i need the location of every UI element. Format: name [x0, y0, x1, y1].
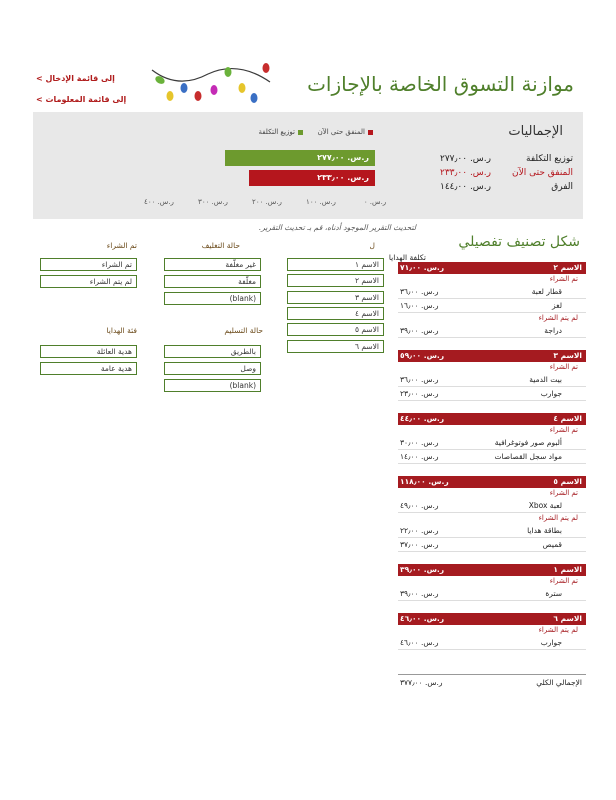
christmas-lights-icon [148, 60, 274, 108]
purchase-status-row [398, 625, 586, 636]
group-total: ر.س. ٧١٫٠٠ [400, 263, 445, 272]
table-row [398, 450, 586, 464]
group-total: ر.س. ٥٩٫٠٠ [400, 351, 445, 360]
gift-name: جوارب [540, 389, 562, 398]
purchase-status-row [398, 425, 586, 436]
slicer-button-purchase[interactable]: لم يتم الشراء [40, 275, 137, 288]
grand-total-label: الإجمالي الكلي [536, 678, 582, 687]
purchase-status-label: لم يتم الشراء [538, 314, 578, 322]
purchase-status-label: تم الشراء [549, 426, 578, 434]
slicer-button-delivery[interactable]: بالطريق [164, 345, 261, 358]
slicer-title-purchase: تم الشراء [106, 241, 137, 250]
group-name: الاسم ٣ [553, 351, 582, 360]
table-row [398, 285, 586, 299]
table-row [398, 538, 586, 552]
table-row [398, 436, 586, 450]
difference-value: ر.س. ١٤٤٫٠٠ [439, 182, 491, 192]
group-spacer [398, 338, 586, 350]
slicer-button-category[interactable]: هدية العائلة [40, 345, 137, 358]
slicer-button-names[interactable]: الاسم ١ [287, 258, 384, 271]
slicer-button-delivery[interactable]: (blank) [164, 379, 261, 392]
group-spacer [398, 650, 586, 662]
gift-cost: ر.س. ٤٩٫٠٠ [400, 501, 439, 510]
light-bulb-icon [167, 91, 174, 101]
legend-green-swatch [298, 130, 303, 135]
gift-name: سترة [545, 589, 562, 598]
slicer-title-delivery: حالة التسليم [224, 326, 263, 335]
chart-tick-label: ر.س. ١٠٠ [306, 198, 336, 206]
gift-cost-column-header: تكلفة الهدايا [388, 253, 426, 262]
gift-cost: ر.س. ٤٦٫٠٠ [400, 638, 439, 647]
gift-cost: ر.س. ٣٦٫٠٠ [400, 375, 439, 384]
slicer-button-category[interactable]: هدية عامة [40, 362, 137, 375]
group-name: الاسم ٢ [553, 263, 582, 272]
slicer-button-names[interactable]: الاسم ٥ [287, 323, 384, 336]
group-header[interactable] [398, 413, 586, 425]
purchase-status-row [398, 488, 586, 499]
gift-cost: ر.س. ٣٩٫٠٠ [400, 589, 439, 598]
slicer-button-purchase[interactable]: تم الشراء [40, 258, 137, 271]
spent-so-far-label: المنفق حتى الآن [512, 168, 573, 178]
gift-name: لغز [551, 301, 562, 310]
gift-name: مواد سجل القصاصات [494, 452, 562, 461]
group-total: ر.س. ٤٤٫٠٠ [400, 414, 445, 423]
group-header[interactable] [398, 350, 586, 362]
gift-name: قطار لعبة [531, 287, 562, 296]
chart-tick-label: ر.س. ٢٠٠ [252, 198, 282, 206]
group-header[interactable] [398, 262, 586, 274]
slicer-button-names[interactable]: الاسم ٢ [287, 274, 384, 287]
legend-red-swatch [368, 130, 373, 135]
gift-cost: ر.س. ٣٩٫٠٠ [400, 326, 439, 335]
page-title: موازنة التسوق الخاصة بالإجازات [307, 72, 574, 96]
chart-tick-label: ر.س. ٣٠٠ [198, 198, 228, 206]
slicer-button-wrap[interactable]: مغلّفة [164, 275, 261, 288]
gift-name: لعبة Xbox [528, 501, 562, 510]
gift-cost: ر.س. ٢٣٫٠٠ [400, 389, 439, 398]
gift-name: بطاقة هدايا [527, 526, 562, 535]
summary-title: الإجماليات [508, 124, 563, 139]
table-row [398, 587, 586, 601]
purchase-status-label: لم يتم الشراء [538, 626, 578, 634]
group-spacer [398, 464, 586, 476]
chart-tick-label: ر.س. ٤٠٠ [144, 198, 174, 206]
group-name: الاسم ٤ [553, 414, 582, 423]
purchase-status-label: لم يتم الشراء [538, 514, 578, 522]
light-bulb-icon [225, 67, 232, 77]
summary-bar-chart [121, 150, 387, 210]
gift-cost: ر.س. ١٦٫٠٠ [400, 301, 439, 310]
group-spacer [398, 601, 586, 613]
table-row [398, 373, 586, 387]
link-to-info-list[interactable]: إلى قائمة المعلومات > [36, 95, 127, 104]
chart-tick-label: ر.س. ٠ [363, 198, 387, 206]
legend-allocation: توزيع التكلفة [258, 128, 303, 136]
cost-allocation-value: ر.س. ٢٧٧٫٠٠ [439, 154, 491, 164]
group-header[interactable] [398, 613, 586, 625]
slicer-button-delivery[interactable]: وصل [164, 362, 261, 375]
group-name: الاسم ١ [553, 565, 582, 574]
gift-cost: ر.س. ٣٧٫٠٠ [400, 540, 439, 549]
light-bulb-icon [154, 74, 166, 85]
purchase-status-label: تم الشراء [549, 577, 578, 585]
slicer-button-names[interactable]: الاسم ٣ [287, 291, 384, 304]
slicer-title-names: ل [369, 241, 375, 250]
grand-total-row [398, 674, 586, 689]
group-spacer [398, 401, 586, 413]
link-to-input-list[interactable]: إلى قائمة الإدخال > [36, 74, 115, 83]
gift-name: قميص [542, 540, 562, 549]
table-row [398, 387, 586, 401]
purchase-status-row [398, 576, 586, 587]
light-bulb-icon [195, 91, 202, 101]
purchase-status-row [398, 513, 586, 524]
gift-cost: ر.س. ٢٢٫٠٠ [400, 526, 439, 535]
difference-label: الفرق [551, 182, 573, 192]
slicer-button-names[interactable]: الاسم ٦ [287, 340, 384, 353]
group-total: ر.س. ٣٩٫٠٠ [400, 565, 445, 574]
gift-cost: ر.س. ٣٦٫٠٠ [400, 287, 439, 296]
table-row [398, 299, 586, 313]
table-row [398, 524, 586, 538]
table-row [398, 324, 586, 338]
group-total: ر.س. ٤٦٫٠٠ [400, 614, 445, 623]
detail-section-title: شكل تصنيف تفصيلي [458, 234, 580, 250]
group-name: الاسم ٥ [553, 477, 582, 486]
light-bulb-icon [251, 93, 258, 103]
group-header[interactable] [398, 476, 586, 488]
gift-name: ألبوم صور فوتوغرافية [494, 438, 562, 447]
gift-cost: ر.س. ١٤٫٠٠ [400, 452, 439, 461]
group-header[interactable] [398, 564, 586, 576]
purchase-status-label: تم الشراء [549, 489, 578, 497]
group-name: الاسم ٦ [553, 614, 582, 623]
gift-name: دراجة [544, 326, 562, 335]
table-row [398, 636, 586, 650]
purchase-status-label: تم الشراء [549, 275, 578, 283]
light-bulb-icon [239, 83, 246, 93]
group-spacer [398, 552, 586, 564]
purchase-status-row [398, 362, 586, 373]
summary-panel [33, 112, 583, 219]
table-row [398, 499, 586, 513]
chart-bar-0: ر.س. ٢٧٧٫٠٠ [225, 150, 375, 166]
slicer-title-wrap: حالة التغليف [201, 241, 240, 250]
gift-name: بيت الدمية [529, 375, 562, 384]
slicer-button-names[interactable]: الاسم ٤ [287, 307, 384, 320]
refresh-note: لتحديث التقرير الموجود أدناه، قم بـ تحديث التقرير. [258, 223, 416, 232]
detail-pivot-table [398, 262, 586, 689]
grand-total-value: ر.س. ٣٧٧٫٠٠ [400, 678, 443, 687]
light-bulb-icon [263, 63, 270, 73]
light-bulb-icon [181, 83, 188, 93]
slicer-button-wrap[interactable]: (blank) [164, 292, 261, 305]
light-bulb-icon [211, 85, 218, 95]
legend-spent: المنفق حتى الآن [318, 128, 373, 136]
cost-allocation-label: توزيع التكلفة [526, 154, 573, 164]
spent-so-far-value: ر.س. ٢٣٣٫٠٠ [439, 168, 491, 178]
gift-cost: ر.س. ٣٠٫٠٠ [400, 438, 439, 447]
purchase-status-label: تم الشراء [549, 363, 578, 371]
slicer-title-category: فئة الهدايا [106, 326, 137, 335]
gift-name: جوارب [540, 638, 562, 647]
purchase-status-row [398, 274, 586, 285]
group-total: ر.س. ١١٨٫٠٠ [400, 477, 449, 486]
purchase-status-row [398, 313, 586, 324]
slicer-button-wrap[interactable]: غير مغلّفة [164, 258, 261, 271]
chart-bar-1: ر.س. ٢٣٣٫٠٠ [249, 170, 375, 186]
